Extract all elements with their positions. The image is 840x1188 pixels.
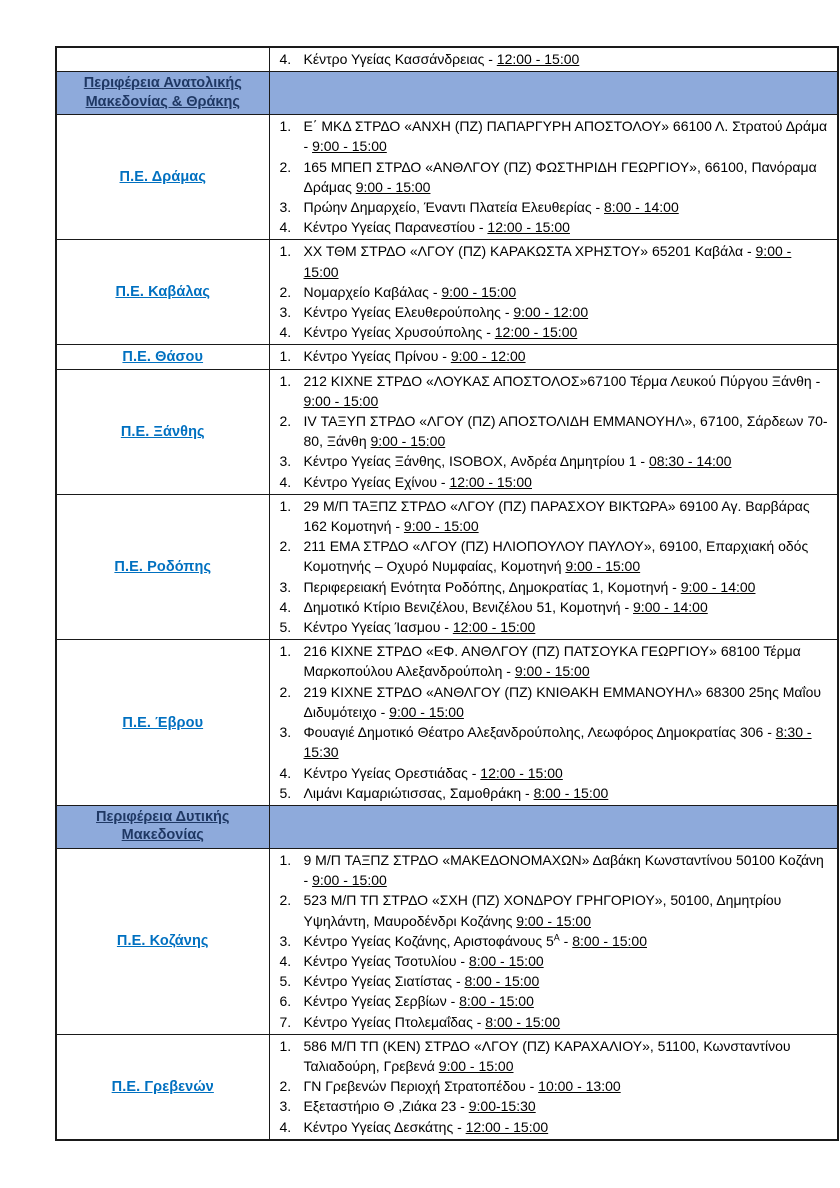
item-text: ΓΝ Γρεβενών Περιοχή Στρατοπέδου - 10:00 - 13:00 [303,1078,621,1095]
opening-hours: 8:00 - 15:00 [533,784,609,801]
opening-hours: 9:00 - 15:00 [370,433,446,450]
location-item [280,577,830,597]
opening-hours: 9:00 - 12:00 [450,348,526,365]
opening-hours: 9:00 - 15:00 [303,392,379,409]
location-item [280,496,830,536]
item-number: 3. [279,304,292,321]
region-name-cell [56,848,269,1034]
item-number: 6. [279,993,292,1010]
item-text: Κέντρο Υγείας Ίασμου - 12:00 - 15:00 [303,619,536,636]
item-number: 2. [279,683,292,700]
location-item [280,971,830,991]
item-number: 3. [279,578,292,595]
item-number: 1. [279,851,292,868]
location-item [280,763,830,783]
item-text: Κέντρο Υγείας Χρυσούπολης - 12:00 - 15:00 [303,324,578,341]
item-number: 2. [279,892,292,909]
item-text: Περιφερειακή Ενότητα Ροδόπης, Δημοκρατίας 1, Κομοτηνή - 9:00 - 14:00 [303,578,756,595]
item-text: Κέντρο Υγείας Παρανεστίου - 12:00 - 15:00 [303,219,570,236]
item-text: Κέντρο Υγείας Ορεστιάδας - 12:00 - 15:00 [303,764,563,781]
location-item [280,1076,830,1096]
location-item [280,682,830,722]
opening-hours: 12:00 - 15:00 [487,219,570,236]
opening-hours: 9:00 - 12:00 [513,304,589,321]
region-row [56,848,838,1034]
item-text: 216 ΚΙΧΝΕ ΣΤΡΔΟ «ΕΦ. ΑΝΘΛΓΟΥ (ΠΖ) ΠΑΤΣΟΥΚΑ ΓΕΩΡΓΙΟΥ» 68100 Τέρμα Μαρκοπούλου Αλεξανδρούπολη - 9:00 - 15:00 [303,643,801,680]
location-item [280,49,830,69]
region-link[interactable]: Π.Ε. Έβρου [122,714,204,731]
opening-hours: 08:30 - 14:00 [648,453,732,470]
item-text: ΧΧ ΤΘΜ ΣΤΡΔΟ «ΛΓΟΥ (ΠΖ) ΚΑΡΑΚΩΣΤΑ ΧΡΗΣΤΟΥ» 65201 Καβάλα - 9:00 - 15:00 [303,243,792,280]
region-row [56,1034,838,1140]
opening-hours: 12:00 - 15:00 [449,473,532,490]
region-link[interactable]: Π.Ε. Δράμας [119,169,206,186]
opening-hours: 12:00 - 15:00 [494,324,578,341]
location-item [280,722,830,762]
item-text: Κέντρο Υγείας Ελευθερούπολης - 9:00 - 12:00 [303,304,589,321]
opening-hours: 8:00 - 15:00 [572,932,647,949]
region-group-header-line: Περιφέρεια Δυτικής [96,808,230,825]
item-number: 1. [279,1037,292,1054]
item-text: IV ΤΑΞΥΠ ΣΤΡΔΟ «ΛΓΟΥ (ΠΖ) ΑΠΟΣΤΟΛΙΔΗ ΕΜΜΑΝΟΥΗΛ», 67100, Σάρδεων 70-80, Ξάνθη 9:00 - 15:00 [303,413,828,450]
location-item [280,472,830,492]
region-row [56,494,838,639]
region-name-cell [56,369,269,494]
opening-hours: 9:00 - 15:00 [516,912,591,929]
item-text: Κέντρο Υγείας Πτολεμαΐδας - 8:00 - 15:00 [303,1013,561,1030]
item-text: Λιμάνι Καμαριώτισσας, Σαμοθράκη - 8:00 - 15:00 [303,784,609,801]
location-item [280,641,830,681]
opening-hours: 8:00 - 15:00 [459,993,534,1010]
item-number: 5. [279,784,292,801]
locations-cell [269,494,838,639]
location-item [280,411,830,451]
location-item [280,951,830,971]
region-link[interactable]: Π.Ε. Ροδόπης [114,559,212,576]
region-group-header-line: Μακεδονίας & Θράκης [85,93,240,110]
opening-hours: 9:00-15:30 [468,1098,536,1115]
item-text: 29 Μ/Π ΤΑΞΠΖ ΣΤΡΔΟ «ΛΓΟΥ (ΠΖ) ΠΑΡΑΣΧΟΥ ΒΙΚΤΩΡΑ» 69100 Αγ. Βαρβάρας 162 Κομοτηνή - 9:00 - 15:00 [303,497,810,535]
region-row [56,640,838,806]
location-item [280,991,830,1011]
region-name-cell [56,494,269,639]
location-item [280,597,830,617]
item-text: 212 ΚΙΧΝΕ ΣΤΡΔΟ «ΛΟΥΚΑΣ ΑΠΟΣΤΟΛΟΣ»67100 Τέρμα Λευκού Πύργου Ξάνθη - 9:00 - 15:00 [303,372,821,409]
item-text: Κέντρο Υγείας Δεσκάτης - 12:00 - 15:00 [303,1118,549,1135]
region-group-header-empty-cell [269,72,838,115]
item-number: 1. [279,348,292,365]
region-name-cell [56,47,269,72]
opening-hours: 8:00 - 15:00 [468,952,544,969]
item-text: Κέντρο Υγείας Ξάνθης, ISOBOX, Ανδρέα Δημητρίου 1 - 08:30 - 14:00 [303,453,732,470]
location-item [280,931,830,951]
item-number: 1. [279,118,292,135]
location-item [280,1096,830,1116]
location-item [280,850,830,890]
item-number: 4. [279,1118,292,1135]
opening-hours: 9:00 - 15:00 [312,872,387,889]
item-number: 1. [279,243,292,260]
location-item [280,536,830,576]
item-number: 4. [279,51,292,67]
locations-cell [269,1034,838,1140]
region-link[interactable]: Π.Ε. Κοζάνης [116,933,209,950]
item-text: Νομαρχείο Καβάλας - 9:00 - 15:00 [303,283,517,300]
item-number: 3. [279,453,292,470]
region-name-cell [56,240,269,345]
region-link[interactable]: Π.Ε. Θάσου [122,349,204,366]
item-number: 4. [279,764,292,781]
item-number: 2. [279,283,292,300]
region-row [56,115,838,240]
opening-hours: 9:00 - 15:00 [565,558,641,575]
region-group-header-empty-cell [269,805,838,848]
region-row [56,47,838,72]
region-group-header [56,72,269,115]
opening-hours: 9:00 - 14:00 [680,578,756,595]
item-text: 523 Μ/Π ΤΠ ΣΤΡΔΟ «ΣΧΗ (ΠΖ) ΧΟΝΔΡΟΥ ΓΡΗΓΟΡΙΟΥ», 50100, Δημητρίου Υψηλάντη, Μαυροδένδρι Κοζάνης 9:00 - 15:00 [303,892,782,929]
opening-hours: 9:00 - 15:00 [312,138,387,155]
location-item [280,241,830,281]
item-text: Κέντρο Υγείας Κοζάνης, Αριστοφάνους $5^A$ - 8:00 - 15:00 [303,932,647,949]
location-item [280,217,830,237]
opening-hours: 12:00 - 15:00 [452,619,536,636]
locations-cell [269,115,838,240]
location-item [280,116,830,156]
location-item [280,1036,830,1076]
region-link[interactable]: Π.Ε. Καβάλας [115,284,211,301]
opening-hours: 12:00 - 15:00 [465,1118,549,1135]
region-name-cell [56,115,269,240]
opening-hours: 12:00 - 15:00 [496,51,580,67]
item-number: 3. [279,932,292,949]
item-number: 4. [279,219,292,236]
location-item [280,617,830,637]
opening-hours: 9:00 - 15:00 [438,1057,514,1074]
item-number: 1. [279,372,292,389]
region-row [56,345,838,369]
opening-hours: 9:00 - 15:00 [355,178,431,195]
location-item [280,371,830,411]
opening-hours: 8:00 - 15:00 [464,973,540,990]
region-group-header [56,805,269,848]
item-number: 4. [279,598,292,615]
locations-cell [269,369,838,494]
region-group-header-row [56,72,838,115]
item-number: 5. [279,619,292,636]
region-group-header-line: Περιφέρεια Ανατολικής [83,75,242,92]
item-text: Κέντρο Υγείας Πρίνου - 9:00 - 12:00 [303,348,526,365]
opening-hours: 9:00 - 15:00 [441,283,517,300]
location-item [280,302,830,322]
item-number: 4. [279,324,292,341]
item-number: 2. [279,158,292,175]
item-text: Δημοτικό Κτίριο Βενιζέλου, Βενιζέλου 51, Κομοτηνή - 9:00 - 14:00 [303,598,708,615]
locations-cell [269,47,838,72]
item-number: 7. [279,1013,292,1030]
item-text: Εξεταστήριο Θ ,Ζιάκα 23 - 9:00-15:30 [303,1098,536,1115]
location-item [280,197,830,217]
location-item [280,1012,830,1032]
item-number: 2. [279,413,292,430]
item-number: 3. [279,724,292,741]
item-number: 3. [279,1098,292,1115]
vaccination-points-table [55,46,839,1141]
item-text: 211 ΕΜΑ ΣΤΡΔΟ «ΛΓΟΥ (ΠΖ) ΗΛΙΟΠΟΥΛΟΥ ΠΑΥΛΟΥ», 69100, Επαρχιακή οδός Κομοτηνής – Οχυρό Νυμφαίας, Κομοτηνή 9:00 - 15:00 [303,538,809,575]
item-text: 9 Μ/Π ΤΑΞΠΖ ΣΤΡΔΟ «ΜΑΚΕΔΟΝΟΜΑΧΩΝ» Δαβάκη Κωνσταντίνου 50100 Κοζάνη - 9:00 - 15:00 [303,851,824,889]
item-text: 586 Μ/Π ΤΠ (ΚΕΝ) ΣΤΡΔΟ «ΛΓΟΥ (ΠΖ) ΚΑΡΑΧΑΛΙΟΥ», 51100, Κωνσταντίνου Ταλιαδούρη, Γρεβενά 9:00 - 15:00 [303,1037,791,1074]
opening-hours: 9:00 - 14:00 [633,598,708,615]
location-item [280,451,830,471]
region-name-cell [56,1034,269,1140]
region-row [56,240,838,345]
item-text: Ε΄ ΜΚΔ ΣΤΡΔΟ «ΑΝΧΗ (ΠΖ) ΠΑΠΑΡΓΥΡΗ ΑΠΟΣΤΟΛΟΥ» 66100 Λ. Στρατού Δράμα - 9:00 - 15:00 [303,118,828,155]
item-number: 4. [279,473,292,490]
opening-hours: 8:00 - 14:00 [604,199,679,216]
location-item [280,157,830,197]
opening-hours: 10:00 - 13:00 [538,1078,621,1095]
item-text: 165 ΜΠΕΠ ΣΤΡΔΟ «ΑΝΘΛΓΟΥ (ΠΖ) ΦΩΣΤΗΡΙΔΗ ΓΕΩΡΓΙΟΥ», 66100, Πανόραμα Δράμας 9:00 - 15:00 [303,158,817,195]
item-text: 219 ΚΙΧΝΕ ΣΤΡΔΟ «ΑΝΘΛΓΟΥ (ΠΖ) ΚΝΙΘΑΚΗ ΕΜΜΑΝΟΥΗΛ» 68300 25ης Μαΐου Διδυμότειχο - 9:00 - 15:00 [303,683,822,720]
region-name-cell [56,640,269,806]
locations-cell [269,640,838,806]
opening-hours: 9:00 - 15:00 [389,703,464,720]
region-row [56,369,838,494]
location-item [280,282,830,302]
region-name-cell [56,345,269,369]
locations-cell [269,240,838,345]
item-text: Κέντρο Υγείας Εχίνου - 12:00 - 15:00 [303,473,532,490]
item-number: 2. [279,1078,292,1095]
region-link[interactable]: Π.Ε. Γρεβενών [111,1078,214,1095]
location-item [280,1117,830,1137]
item-text: Πρώην Δημαρχείο, Έναντι Πλατεία Ελευθερίας - 8:00 - 14:00 [303,199,679,216]
item-number: 2. [279,538,292,555]
item-text: Φουαγιέ Δημοτικό Θέατρο Αλεξανδρούπολης, Λεωφόρος Δημοκρατίας 306 - 8:30 - 15:30 [303,724,812,761]
locations-cell [269,848,838,1034]
item-text: Κέντρο Υγείας Σερβίων - 8:00 - 15:00 [303,993,534,1010]
opening-hours: 9:00 - 15:00 [514,663,590,680]
opening-hours: 8:30 - 15:30 [303,724,812,761]
location-item [280,890,830,930]
item-text: Κέντρο Υγείας Τσοτυλίου - 8:00 - 15:00 [303,952,544,969]
opening-hours: 8:00 - 15:00 [485,1013,561,1030]
item-text: Κέντρο Υγείας Κασσάνδρειας - 12:00 - 15:00 [303,51,580,67]
item-number: 1. [279,643,292,660]
item-number: 4. [279,952,292,969]
opening-hours: 9:00 - 15:00 [303,243,792,280]
location-item [280,346,830,366]
region-group-header-row [56,805,838,848]
region-group-header-line: Μακεδονίας [121,827,204,844]
location-item [280,783,830,803]
opening-hours: 9:00 - 15:00 [403,518,479,535]
locations-cell [269,345,838,369]
item-text: Κέντρο Υγείας Σιατίστας - 8:00 - 15:00 [303,973,540,990]
opening-hours: 12:00 - 15:00 [480,764,563,781]
region-link[interactable]: Π.Ε. Ξάνθης [120,423,205,440]
location-item [280,322,830,342]
item-number: 5. [279,973,292,990]
item-number: 1. [279,497,292,514]
item-number: 3. [279,199,292,216]
